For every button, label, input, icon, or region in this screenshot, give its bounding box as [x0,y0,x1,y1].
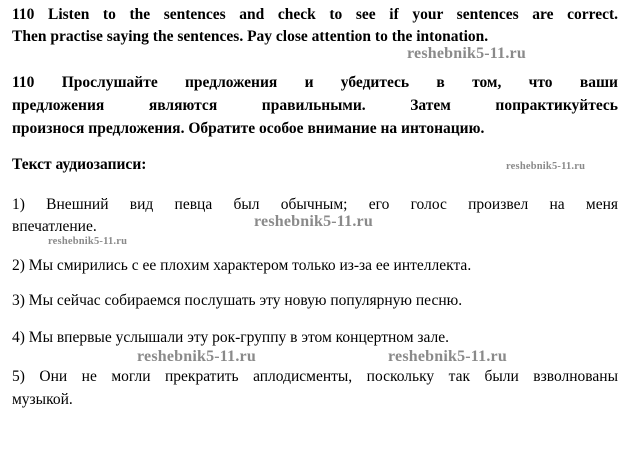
task-ru-line-2: предложения являются правильными. Затем попрактикуйтесь [12,97,618,114]
watermark: reshebnik5-11.ru [506,161,586,172]
task-ru-line-1: 110 Прослушайте предложения и убедитесь в том, что ваши [12,74,618,91]
sentence-2: 2) Мы смирились с ее плохим характером только из-за ее интеллекта. [12,257,472,274]
watermark: reshebnik5-11.ru [254,213,373,230]
task-en-line-1: 110 Listen to the sentences and check to see if your sentences are correct. [12,6,618,23]
section-heading: Текст аудиозаписи: [12,156,147,173]
task-ru-line-3: произнося предложения. Обратите особое внимание на интонацию. [12,120,485,137]
watermark: reshebnik5-11.ru [48,236,128,247]
watermark: reshebnik5-11.ru [137,348,256,365]
sentence-5-line-2: музыкой. [12,391,73,408]
sentence-5-line-1: 5) Они не могли прекратить аплодисменты, поскольку так были взволнованы [12,368,618,385]
sentence-1-line-2: впечатление. [12,218,97,235]
task-en-line-2: Then practise saying the sentences. Pay close attention to the intonation. [12,28,489,45]
sentence-3: 3) Мы сейчас собираемся послушать эту новую популярную песню. [12,292,463,309]
sentence-1-line-1: 1) Внешний вид певца был обычным; его голос произвел на меня [12,196,618,213]
watermark: reshebnik5-11.ru [388,348,507,365]
sentence-4: 4) Мы впервые услышали эту рок-группу в этом концертном зале. [12,329,450,346]
watermark: reshebnik5-11.ru [407,45,526,62]
